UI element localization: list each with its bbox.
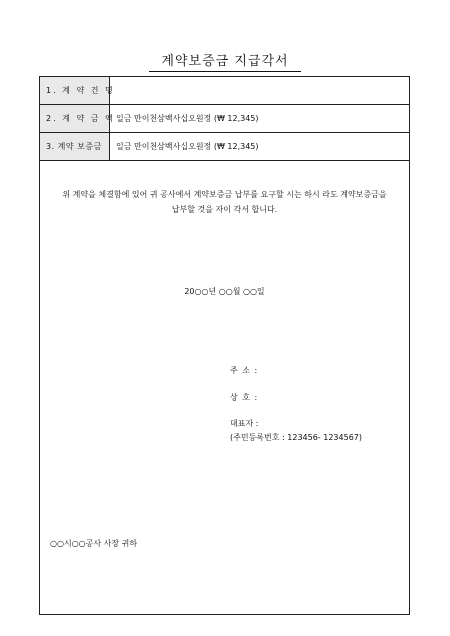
address-label: 주 소 : <box>230 366 259 375</box>
contract-amount-row <box>40 105 409 133</box>
pledge-line-2: 납부할 것을 자이 각서 합니다. <box>171 205 278 214</box>
contract-deposit-label: 3. 계약 보증금 <box>40 133 110 160</box>
pledge-line-1: 위 계약을 체결함에 있어 귀 공사에서 계약보증금 납부를 요구할 시는 하시 라도 계약보증금을 <box>62 190 387 199</box>
company-label: 상 호 : <box>230 393 259 402</box>
representative-label: 대표자 : <box>230 419 259 428</box>
contract-name-row <box>40 77 409 105</box>
contract-deposit-row <box>40 133 409 161</box>
document-frame <box>39 76 410 615</box>
document-title-text: 계약보증금 지급각서 <box>149 50 300 72</box>
contract-name-label: 1. 계 약 건 명 <box>40 77 110 104</box>
pledge-statement <box>40 187 409 217</box>
document-date: 20○○년 ○○월 ○○일 <box>184 287 265 296</box>
document-title <box>0 50 450 72</box>
contract-deposit-value: 일금 만이천삼백사십오원정 (₩ 12,345) <box>116 142 259 151</box>
recipient: ○○시○○공사 사장 귀하 <box>50 539 138 548</box>
contract-amount-value: 일금 만이천삼백사십오원정 (₩ 12,345) <box>116 114 259 123</box>
contract-amount-label: 2. 계 약 금 액 <box>40 105 110 132</box>
registration-number: (주민등록번호 : 123456- 1234567) <box>230 433 362 442</box>
